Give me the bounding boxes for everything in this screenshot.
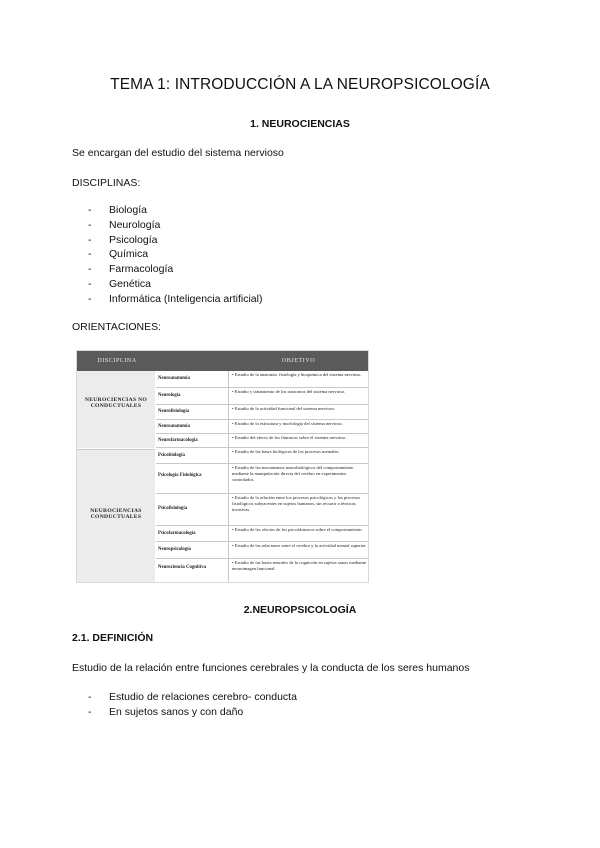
table-row [156,526,369,542]
table-header [77,351,369,371]
table-row [156,420,369,434]
row-objective: • Estudio de la estructura y morfología del sistema nervioso. [228,420,368,433]
row-discipline: Neurociencia Cognitiva [158,565,207,570]
list-item: - Neurología [88,218,262,233]
row-discipline: Psicofisiología [158,506,188,511]
list-item: - Genética [88,277,262,292]
table-row [156,388,369,405]
row-discipline: Neuroanatomía [158,424,190,429]
table-row [156,559,369,583]
row-objective: • Estudio de las relaciones entre el cerebro y la actividad mental superior. [228,542,368,558]
row-objective: • Estudio de las bases neurales de la cognición en sujetos sanos mediante neuroimagen funcional. [228,559,368,583]
definition-points [88,690,297,720]
list-item: - Informática (Inteligencia artificial) [88,292,262,307]
disciplines-label: DISCIPLINAS: [72,177,141,189]
disciplines-list [88,203,262,307]
header-disciplina: DISCIPLINA [97,358,137,364]
list-item: - Química [88,247,262,262]
row-discipline: Psicobiología [158,453,185,458]
group-label: NEUROCIENCIAS CONDUCTUALES [90,508,142,520]
definition-paragraph: Estudio de la relación entre funciones cerebrales y la conducta de los seres humanos [72,662,470,674]
row-discipline: Neurofarmacología [158,438,198,443]
row-discipline: Psicología Fisiológica [158,473,202,478]
row-discipline: Neurología [158,393,181,398]
row-objective: • Estudio de las bases biológicas de los procesos mentales. [228,448,368,463]
group-label: NEUROCIENCIAS NO CONDUCTUALES [84,397,148,409]
row-objective: • Estudio de la actividad funcional del sistema nervioso. [228,405,368,419]
table-row [156,405,369,420]
group-cell [77,371,155,448]
section-heading-neuropsicologia: 2.NEUROPSICOLOGÍA [243,604,357,616]
row-discipline: Psicofarmacología [158,531,196,536]
row-discipline: Neuropsicología [158,547,191,552]
list-item: - Estudio de relaciones cerebro- conducta [88,690,297,705]
table-row [156,434,369,448]
orientations-table [76,350,369,583]
intro-paragraph: Se encargan del estudio del sistema nervioso [72,147,284,159]
row-objective: • Estudio y tratamiento de los trastornos del sistema nervioso. [228,388,368,404]
list-item: - En sujetos sanos y con daño [88,705,297,720]
table-row [156,542,369,559]
table-row [156,448,369,464]
row-objective: • Estudio de los mecanismos neurobiológicos del comportamiento mediante la manipulación directa del cerebro en experimentos controlados. [228,464,368,493]
row-discipline: Neurofisiología [158,409,190,414]
list-item: - Biología [88,203,262,218]
row-objective: • Estudio de los efectos de los psicofármacos sobre el comportamiento. [228,526,368,541]
row-objective: • Estudio del efecto de los fármacos sobre el sistema nervioso. [228,434,368,447]
group-cell [77,449,155,583]
orientations-label: ORIENTACIONES: [72,321,162,333]
table-row [156,464,369,494]
table-row [156,371,369,388]
row-objective: • Estudio de la anatomía, fisiología y bioquímica del sistema nervioso. [228,371,368,387]
page-title: TEMA 1: INTRODUCCIÓN A LA NEUROPSICOLOGÍA [110,76,490,93]
sub-heading-definicion: 2.1. DEFINICIÓN [72,632,154,644]
section-heading-neurociencias: 1. NEUROCIENCIAS [250,118,350,130]
table-row [156,494,369,526]
header-objetivo: OBJETIVO [281,358,316,364]
list-item: - Farmacología [88,262,262,277]
row-discipline: Neuroanatomía [158,376,190,381]
row-objective: • Estudio de la relación entre los procesos psicológicos y los procesos fisiológicos subyacentes en sujetos humanos, sin recurrir a técnicas invasivas. [228,494,368,525]
list-item: - Psicología [88,233,262,248]
